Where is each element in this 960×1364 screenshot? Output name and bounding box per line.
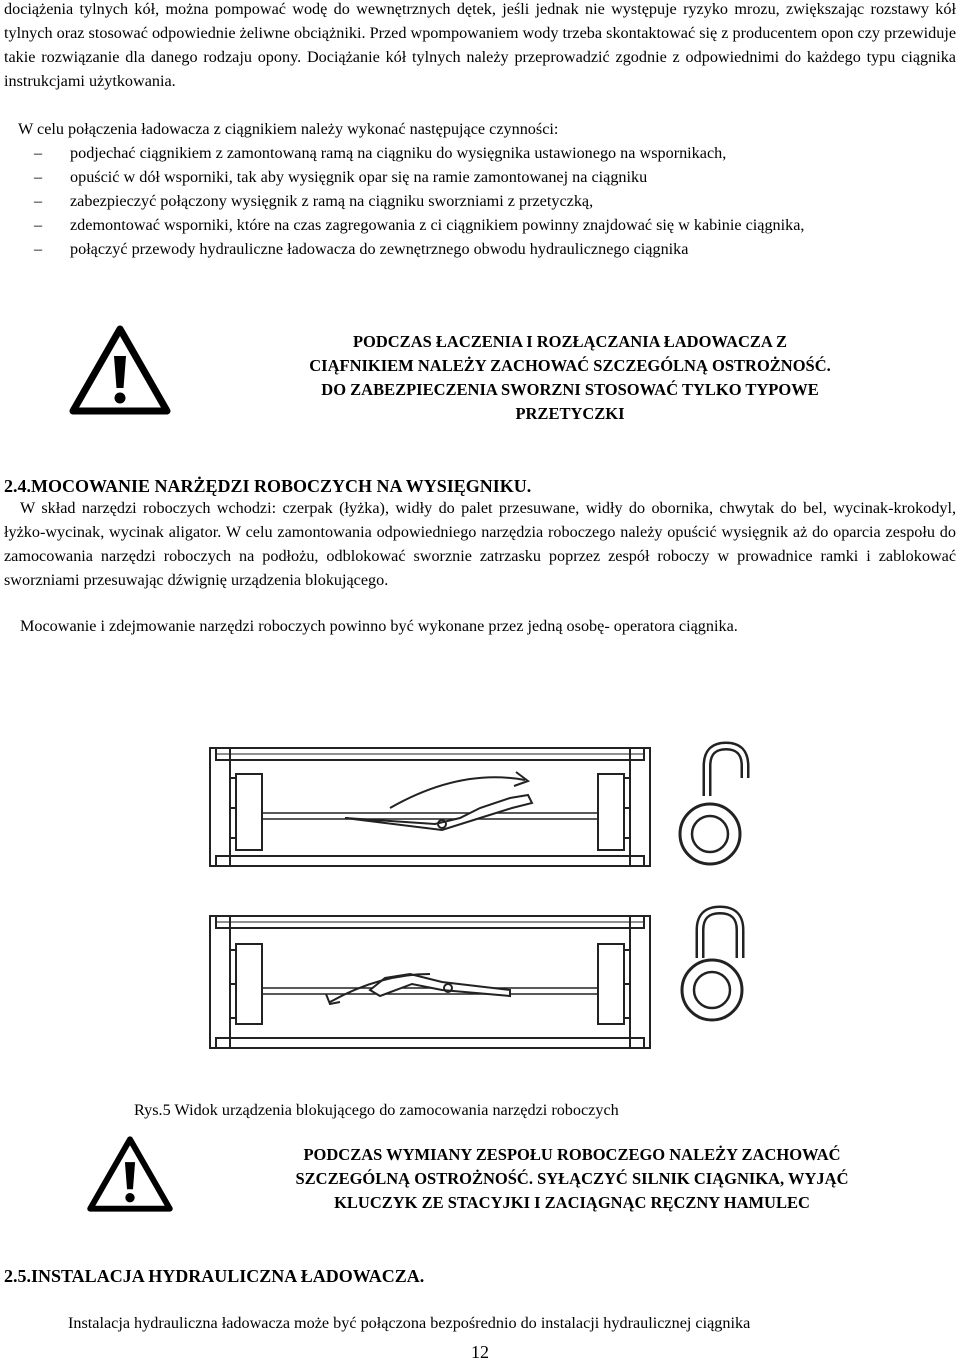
connection-instructions-intro: W celu połączenia ładowacza z ciągnikiem należy wykonać następujące czynności: xyxy=(18,120,559,138)
step-text: zdemontować wsporniki, które na czas zagregowania z ci ciągnikiem powinny znajdować się w kabinie ciągnika, xyxy=(70,216,805,234)
warning-triangle-icon xyxy=(86,1134,174,1214)
warning-box-connection xyxy=(240,330,900,426)
list-item xyxy=(4,141,956,165)
warning-triangle-icon xyxy=(68,324,172,416)
warning-box-tool-change xyxy=(222,1143,922,1215)
step-text: opuścić w dół wsporniki, tak aby wysięgnik opar się na ramie zamontowanej na ciągniku xyxy=(70,168,648,186)
section-heading-2-4: 2.4.MOCOWANIE NARŻĘDZI ROBOCZYCH NA WYSIĘGNIKU. xyxy=(4,476,532,496)
section-2-5-paragraph: Instalacja hydrauliczna ładowacza może być połączona bezpośrednio do instalacji hydraulicznej ciągnika xyxy=(68,1314,751,1332)
section-heading-2-5: 2.5.INSTALACJA HYDRAULICZNA ŁADOWACZA. xyxy=(4,1266,425,1286)
warning-line: PODCZAS WYMIANY ZESPOŁU ROBOCZEGO NALEŻY ZACHOWAĆ xyxy=(303,1145,841,1164)
list-item xyxy=(4,189,956,213)
locking-device-drawing xyxy=(180,738,780,1068)
page-number: 12 xyxy=(471,1342,489,1362)
warning-line: CIĄFNIKIEM NALEŻY ZACHOWAĆ SZCZEGÓLNĄ OSTROŻNOŚĆ. xyxy=(309,356,831,375)
warning-line: DO ZABEZPIECZENIA SWORZNI STOSOWAĆ TYLKO TYPOWE xyxy=(321,380,819,399)
dash-bullet: – xyxy=(34,168,43,186)
list-item xyxy=(4,213,956,237)
dash-bullet: – xyxy=(34,144,43,162)
section-2-4-operator-note: Mocowanie i zdejmowanie narzędzi roboczych powinno być wykonane przez jedną osobę- operatora ciągnika. xyxy=(20,617,738,635)
dash-bullet: – xyxy=(34,240,43,258)
step-text: podjechać ciągnikiem z zamontowaną ramą na ciągniku do wysięgnika ustawionego na wspornikach, xyxy=(70,144,727,162)
step-text: połączyć przewody hydrauliczne ładowacza do zewnętrznego obwodu hydraulicznego ciągnika xyxy=(70,240,689,258)
warning-line: PODCZAS ŁACZENIA I ROZŁĄCZANIA ŁADOWACZA Z xyxy=(352,332,788,351)
figure-caption: Rys.5 Widok urządzenia blokującego do zamocowania narzędzi roboczych xyxy=(134,1101,619,1119)
list-item xyxy=(4,165,956,189)
section-2-4-paragraph: W skład narzędzi roboczych wchodzi: czerpak (łyżka), widły do palet przesuwane, widły do obornika, chwytak do bel, wycinak-krokodyl, łyżko-wycinak, wycinak aligator. W celu zamontowania odpowiedniego narzędzia roboczego należy opuścić wysięgnik aż do oparcia zespołu do zamocowania narzędzi roboczych na podłożu, odblokować sworznie zatrzasku poprzez zespół roboczy w prowadnice ramki i zablokować sworzniami przesuwając dźwignię urządzenia blokującego. xyxy=(4,499,956,589)
step-text: zabezpieczyć połączony wysięgnik z ramą na ciągniku sworzniami z przetyczką, xyxy=(70,192,594,210)
warning-line: SZCZEGÓLNĄ OSTROŻNOŚĆ. SYŁĄCZYĆ SILNIK CIĄGNIKA, WYJĄĆ xyxy=(295,1169,849,1188)
dash-bullet: – xyxy=(34,192,43,210)
dash-bullet: – xyxy=(34,216,43,234)
warning-line: PRZETYCZKI xyxy=(515,404,625,423)
connection-steps-list xyxy=(4,141,956,261)
list-item xyxy=(4,237,956,261)
intro-paragraph: dociążenia tylnych kół, można pompować wodę do wewnętrznych dętek, jeśli jednak nie występuje ryzyko mrozu, zwiększając rozstawy kół tylnych oraz stosować odpowiednie żeliwne obciążniki. Przed wpompowaniem wody trzeba skontaktować się z producentem opon czy przewiduje takie rozwiązanie dla danego rodzaju opony. Dociążanie kół tylnych należy przeprowadzić zgodnie z odpowiednimi do każdego typu ciągnika instrukcjami użytkowania. xyxy=(4,0,956,90)
warning-line: KLUCZYK ZE STACYJKI I ZACIĄGNĄC RĘCZNY HAMULEC xyxy=(334,1193,810,1212)
